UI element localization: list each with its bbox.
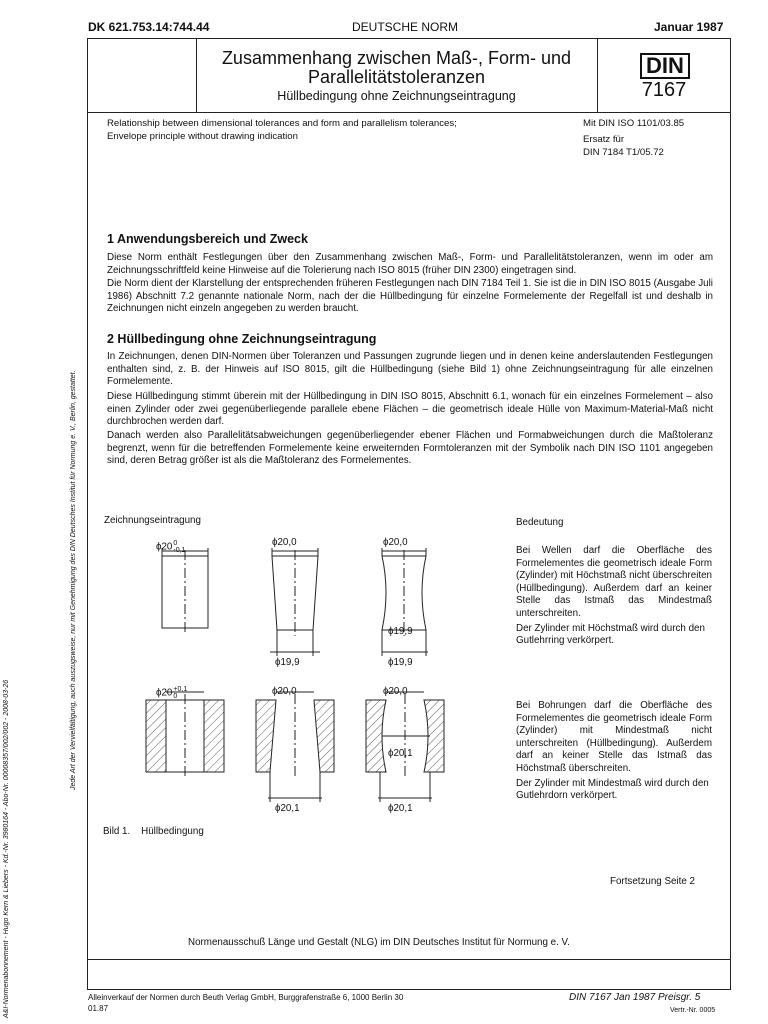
title-divider — [87, 112, 731, 113]
hole-wall-right — [204, 700, 224, 772]
figure-left-heading: Zeichnungseintragung — [104, 515, 201, 526]
din-number: 7167 — [641, 79, 687, 101]
hole-max-label-b: ϕ20,1 — [388, 803, 413, 814]
dk-number: DK 621.753.14:744.44 — [88, 20, 210, 34]
figure-caption-number: Bild 1. — [103, 826, 131, 837]
issue-date: Januar 1987 — [654, 20, 724, 34]
hole-min-label-b: ϕ20,0 — [383, 686, 408, 697]
conical-hole-wall-right — [314, 700, 334, 772]
din-logo: DIN — [640, 53, 690, 79]
hole-meaning — [516, 700, 712, 803]
footer-divider — [87, 959, 731, 960]
shaft-meaning — [516, 545, 712, 648]
hole-max-label-inner: ϕ20,1 — [388, 748, 413, 759]
side-copyright-note: Jede Art der Vervielfältigung, auch auszugsweise, nur mit Genehmigung des DIN Deutsches Institut für Normung e. V., Berlin, gestattet. — [70, 370, 77, 790]
english-title: Relationship between dimensional tolerances and form and parallelism tolerances; Envelope principle without drawing indication — [107, 118, 457, 142]
shaft-max-label-a: ϕ20,0 — [272, 537, 297, 548]
norm-label: DEUTSCHE NORM — [352, 20, 459, 34]
section-2-heading: 2 Hüllbedingung ohne Zeichnungseintragung — [107, 332, 377, 346]
page-frame — [87, 38, 731, 990]
hole-tol-upper: +0,1 — [173, 686, 188, 693]
footer-vertrieb: Vertr.-Nr. 0005 — [670, 1007, 716, 1014]
shaft-meaning-text-1: Bei Wellen darf die Oberfläche des Formelementes die geometrisch ideale Form (Zylinder) mit Höchstmaß nicht überschreiten (Hüllbedingung). Außerdem darf an keiner Stelle das Istmaß das Mindestmaß unterschreiten. — [516, 545, 712, 619]
replaces-line-1: Mit DIN ISO 1101/03.85 — [583, 118, 685, 129]
shaft-tol-lower: -0,1 — [173, 547, 186, 554]
shaft-meaning-text-2: Der Zylinder mit Höchstmaß wird durch den Gutlehrring verkörpert. — [516, 622, 705, 647]
replaces-line-3: DIN 7184 T1/05.72 — [583, 147, 664, 158]
replaces-line-2: Ersatz für — [583, 134, 625, 145]
hole-dim-main: ϕ20 — [156, 687, 173, 699]
footer-din-ref: DIN 7167 Jan 1987 Preisgr. 5 — [569, 992, 701, 1003]
committee-line: Normenausschuß Länge und Gestalt (NLG) im DIN Deutsches Institut für Normung e. V. — [188, 937, 570, 948]
section-1-paragraph-2: Die Norm dient der Klarstellung der entsprechenden früheren Festlegungen nach DIN 7184 Teil 1. Sie ist die in DIN ISO 8015 (Ausgabe Juli 1986) Abschnitt 7.2 genannte nationale Norm, nach der die Hüllbedingung für einzelne Formelemente der Regelfall ist und deshalb in Zeichnungen nicht einzeln angegeben zu werden braucht. — [107, 278, 713, 315]
footer-publisher: Alleinverkauf der Normen durch Beuth Verlag GmbH, Burggrafenstraße 6, 1000 Berlin 30 — [88, 993, 404, 1002]
hole-wall-left — [146, 700, 166, 772]
section-2-paragraph-2: Diese Hüllbedingung stimmt überein mit der Hüllbedingung in DIN ISO 8015, Abschnitt 6.1, wonach für ein einzelnes Formelement – also einen Zylinder oder zwei gegenüberliegende parallele ebene Flächen – die geometrisch ideale Hülle von Maximum-Material-Maß nicht durchbrochen werden darf. — [107, 391, 713, 428]
continuation-note: Fortsetzung Seite 2 — [610, 876, 695, 887]
title-line-3: Hüllbedingung ohne Zeichnungseintragung — [277, 89, 516, 103]
section-1-heading: 1 Anwendungsbereich und Zweck — [107, 232, 308, 246]
hole-min-label-a: ϕ20,0 — [272, 686, 297, 697]
shaft-max-label-b: ϕ20,0 — [383, 537, 408, 548]
shaft-dim-main: ϕ20 — [156, 541, 173, 553]
footer-code: 01.87 — [88, 1004, 109, 1013]
hole-meaning-text-2: Der Zylinder mit Mindestmaß wird durch den Gutlehrdorn verkörpert. — [516, 777, 709, 802]
section-1-paragraph-1: Diese Norm enthält Festlegungen über den Zusammenhang zwischen Maß-, Form- und Parallelitätstoleranzen, wenn im oder am Zeichnungsschriftfeld keine Hinweise auf die Tolerierung nach ISO 8015 (früher DIN 2300) eingetragen sind. — [107, 252, 713, 276]
hole-tol-lower: 0 — [173, 693, 178, 700]
shaft-min-label-inner: ϕ19,9 — [388, 626, 413, 637]
title-line-2: Parallelitätstoleranzen — [307, 67, 486, 87]
conical-hole-wall-left — [256, 700, 276, 772]
shaft-tol-upper: 0 — [173, 540, 178, 547]
hole-max-label-a: ϕ20,1 — [275, 803, 300, 814]
shaft-min-label-b: ϕ19,9 — [388, 657, 413, 668]
figure-caption-text: Hüllbedingung — [141, 826, 204, 837]
figure-right-heading: Bedeutung — [516, 517, 564, 528]
section-2-paragraph-3: Danach werden also Parallelitätsabweichungen gegenüberliegender ebener Flächen und Formabweichungen durch die Maßtoleranz begrenzt, wenn für die betreffenden Formelemente keine erweiternden Formtoleranzen mit der Symbolik nach DIN ISO 1101 angegeben sind, deren Betrag größer ist als die Maßtoleranz des Formelementes. — [107, 430, 713, 467]
title-line-1: Zusammenhang zwischen Maß-, Form- und — [221, 48, 572, 68]
side-subscription-note: A&I-Normenabonnement - Hugo Kern & Liebers - Kd.-Nr. 3980164 - Abo-Nr. 00008357/002/002 - 2008-03-26 — [3, 679, 10, 1018]
shaft-min-label-a: ϕ19,9 — [275, 657, 300, 668]
figure-caption — [103, 826, 204, 837]
section-2-paragraph-1: In Zeichnungen, denen DIN-Normen über Toleranzen und Passungen zugrunde liegen und in denen keine anderslautenden Festlegungen enthalten sind, z. B. der Hinweis auf ISO 8015, gilt die Hüllbedingung (siehe Bild 1) ohne Zeichnungseintragung für alle einzelnen Formelemente. — [107, 351, 713, 388]
figure-1-drawing — [100, 530, 460, 830]
hole-meaning-text-1: Bei Bohrungen darf die Oberfläche des Formelementes die geometrisch ideale Form (Zylinder) mit Mindestmaß nicht unterschreiten (Hüllbedingung). Außerdem darf an keiner Stelle das Istmaß das Höchstmaß überschreiten. — [516, 700, 712, 774]
